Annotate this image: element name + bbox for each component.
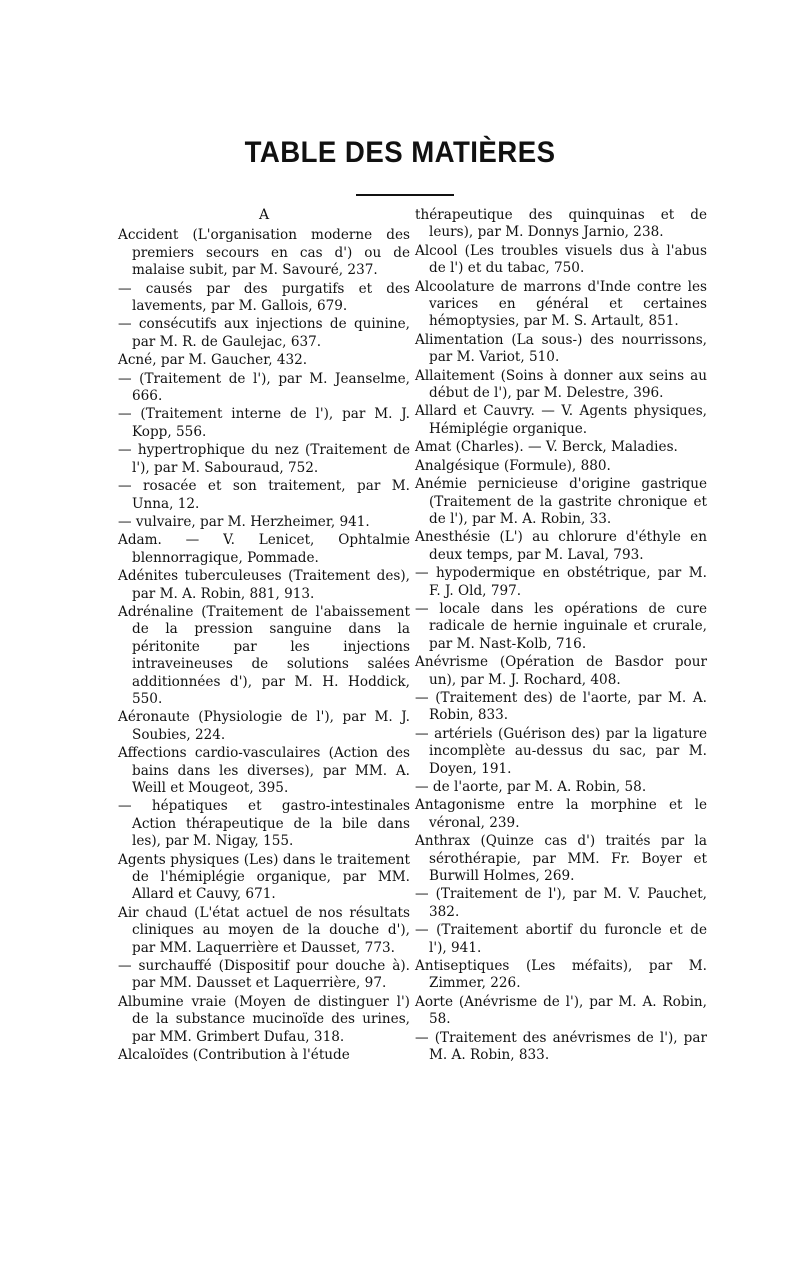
index-entry: Alcaloïdes (Contribution à l'étude (118, 1047, 350, 1064)
index-entry: Allaitement (Soins à donner aux seins au début de l'), par M. Delestre, 396. (415, 367, 707, 402)
section-letter: A (258, 207, 270, 223)
index-entry: Allard et Cauvry. — V. Agents physiques, Hémiplégie organique. (415, 403, 707, 437)
index-entry: Affections cardio-vasculaires (Action des bains dans les diverses), par MM. A. Weill et Mougeot, 395. (118, 745, 410, 796)
index-entry: Amat (Charles). — V. Berck, Maladies. (415, 439, 678, 456)
right-column (415, 207, 707, 1066)
index-entry: — artériels (Guérison des) par la ligature incomplète au-dessus du sac, par M. Doyen, 191. (415, 725, 707, 777)
index-entry: — hépatiques et gastro-intestinales Action thérapeutique de la bile dans les), par M. Nigay, 155. (118, 798, 410, 850)
index-entry: Agents physiques (Les) dans le traitement de l'hémiplégie organique, par MM. Allard et Cauvy, 671. (118, 851, 410, 903)
index-entry: Adrénaline (Traitement de l'abaissement de la pression sanguine dans la péritonite par les injections intraveineuses de solutions salées additionnées d'), par M. H. Hoddick, 550. (118, 603, 410, 707)
index-entry: Aorte (Anévrisme de l'), par M. A. Robin, 58. (415, 993, 707, 1028)
index-entry: — causés par des purgatifs et des lavements, par M. Gallois, 679. (118, 280, 410, 315)
index-entry: — locale dans les opérations de cure radicale de hernie inguinale et crurale, par M. Nast-Kolb, 716. (415, 600, 707, 652)
index-entry: — vulvaire, par M. Herzheimer, 941. (118, 513, 370, 530)
index-entry: — (Traitement de l'), par M. Jeanselme, 666. (118, 370, 410, 405)
title-divider (356, 194, 454, 196)
index-entry: Anévrisme (Opération de Basdor pour un), par M. J. Rochard, 408. (415, 654, 707, 688)
index-entry: — (Traitement interne de l'), par M. J. Kopp, 556. (118, 406, 410, 440)
left-column (118, 207, 410, 1066)
index-entry: — (Traitement abortif du furoncle et de l'), 941. (415, 922, 707, 956)
page-title: TABLE DES MATIÈRES (244, 136, 556, 169)
index-entry: — surchauffé (Dispositif pour douche à). par MM. Dausset et Laquerrière, 97. (118, 958, 410, 992)
index-entry: — consécutifs aux injections de quinine, par M. R. de Gaulejac, 637. (118, 316, 410, 350)
index-entry: — (Traitement des anévrismes de l'), par M. A. Robin, 833. (415, 1029, 707, 1064)
index-entry: thérapeutique des quinquinas et de leurs), par M. Donnys Jarnio, 238. (415, 207, 707, 241)
index-entry: Accident (L'organisation moderne des premiers secours en cas d') ou de malaise subit, par M. Savouré, 237. (118, 227, 410, 279)
index-entry: Adam. — V. Lenicet, Ophtalmie blennorragique, Pommade. (118, 532, 410, 566)
index-entry: Anthrax (Quinze cas d') traités par la sérothérapie, par MM. Fr. Boyer et Burwill Holmes, 269. (415, 833, 707, 885)
index-entry: Antiseptiques (Les méfaits), par M. Zimmer, 226. (415, 958, 707, 992)
index-entry: Anémie pernicieuse d'origine gastrique (Traitement de la gastrite chronique et de l'), par M. A. Robin, 33. (415, 476, 707, 527)
index-entry: Analgésique (Formule), 880. (415, 457, 611, 474)
index-entry: Alcoolature de marrons d'Inde contre les varices en général et certaines hémoptysies, par M. S. Artault, 851. (415, 278, 707, 330)
index-entry: Air chaud (L'état actuel de nos résultats cliniques au moyen de la douche d'), par MM. Laquerrière et Dausset, 773. (118, 904, 410, 956)
index-entry: Acné, par M. Gaucher, 432. (118, 352, 308, 369)
index-entry: Albumine vraie (Moyen de distinguer l') de la substance mucinoïde des urines, par MM. Grimbert Dufau, 318. (118, 993, 410, 1045)
index-entry: — hypodermique en obstétrique, par M. F. J. Old, 797. (415, 565, 707, 599)
index-entry: — de l'aorte, par M. A. Robin, 58. (415, 779, 647, 795)
index-entry: — hypertrophique du nez (Traitement de l'), par M. Sabouraud, 752. (118, 442, 410, 476)
index-entry: Anesthésie (L') au chlorure d'éthyle en deux temps, par M. Laval, 793. (415, 529, 707, 563)
index-entry: — (Traitement de l'), par M. V. Pauchet, 382. (415, 886, 707, 920)
index-entry: — (Traitement des) de l'aorte, par M. A. Robin, 833. (415, 689, 707, 724)
index-entry: Adénites tuberculeuses (Traitement des), par M. A. Robin, 881, 913. (118, 568, 410, 602)
index-entry: Antagonisme entre la morphine et le véronal, 239. (415, 797, 707, 831)
index-entry: Alimentation (La sous-) des nourrissons, par M. Variot, 510. (415, 331, 707, 366)
index-entry: Alcool (Les troubles visuels dus à l'abus de l') et du tabac, 750. (415, 242, 707, 277)
index-entry: Aéronaute (Physiologie de l'), par M. J. Soubies, 224. (118, 709, 410, 743)
index-entry: — rosacée et son traitement, par M. Unna, 12. (118, 478, 410, 512)
